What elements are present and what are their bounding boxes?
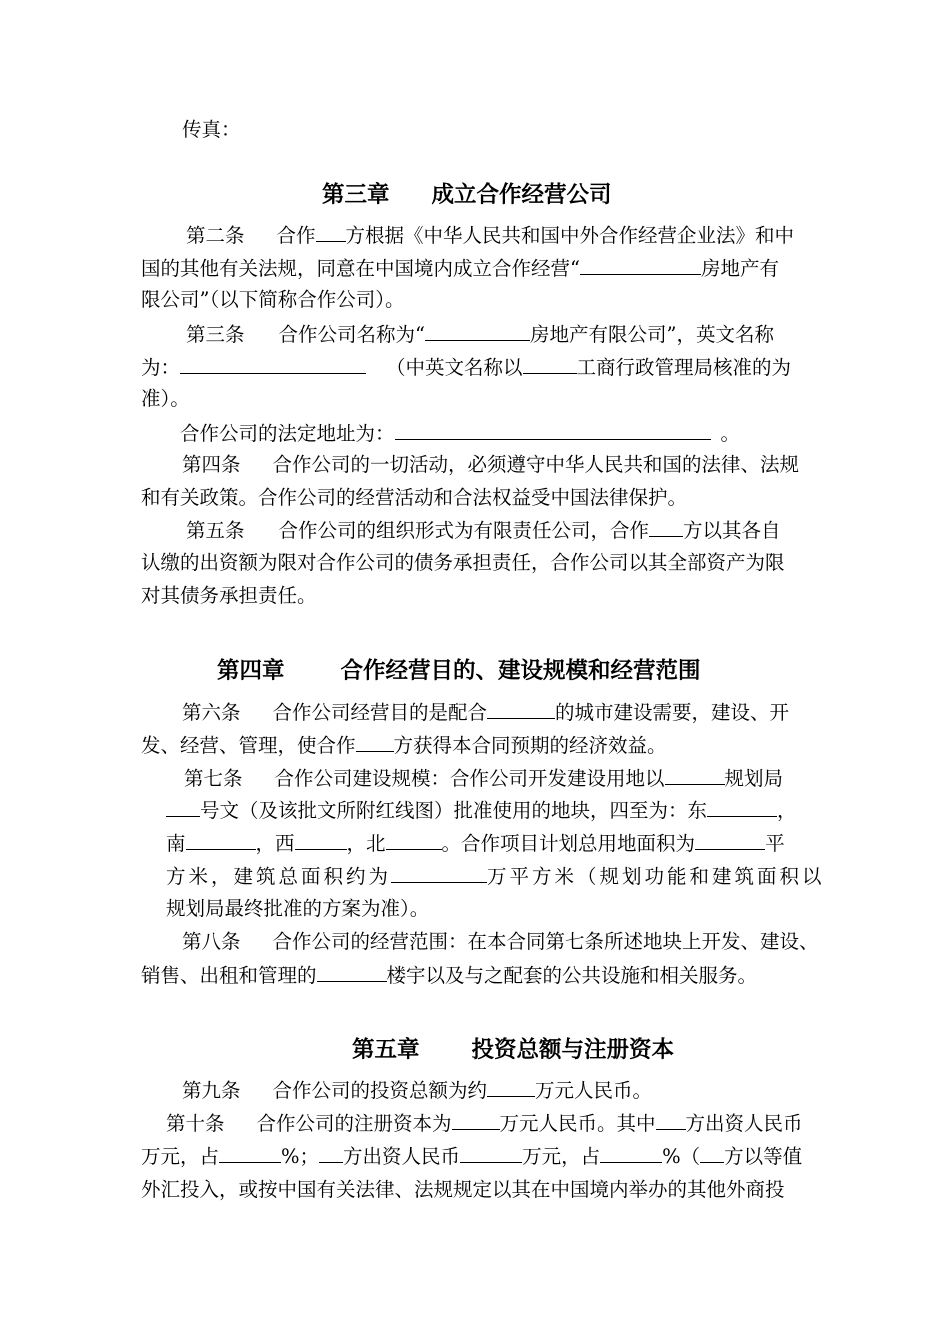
chapter-number: 第四章 [217,658,285,684]
article-8-line-2: 销售、出租和管理的 楼宇以及与之配套的公共设施和相关服务。 [141,964,758,987]
article-number: 第七条 [184,767,243,790]
blank-field[interactable] [425,322,530,341]
article-10-line-3: 外汇投入，或按中国有关法律、法规规定以其在中国境内举办的其他外商投 [141,1178,785,1201]
blank-field[interactable] [219,1144,281,1163]
article-10-line-1: 第十条 合作公司的注册资本为 万元人民币。其中 方出资人民币 [166,1112,803,1135]
blank-field[interactable] [316,223,346,242]
blank-field[interactable] [487,700,555,719]
article-5-line-2: 认缴的出资额为限对合作公司的债务承担责任，合作公司以其全部资产为限 [141,551,785,574]
blank-field[interactable] [523,355,577,374]
article-7-line-4: 方米，建筑总面积约为 万平方米（规划功能和建筑面积以 [166,865,825,888]
article-8-line-1: 第八条 合作公司的经营范围：在本合同第七条所述地块上开发、建设、 [182,930,819,953]
article-5-line-1: 第五条 合作公司的组织形式为有限责任公司，合作 方以其各自 [186,519,781,542]
article-number: 第八条 [182,930,241,953]
article-2-line-3: 限公司”（以下简称合作公司）。 [141,288,405,311]
article-number: 第三条 [186,323,245,346]
blank-field[interactable] [580,256,701,275]
fax-label: 传真： [182,118,241,141]
blank-field[interactable] [166,798,200,817]
article-2-line-2: 国的其他有关法规，同意在中国境内成立合作经营“ 房地产有 [141,257,779,280]
article-number: 第十条 [166,1112,225,1135]
article-10-line-2: 万元，占 %； 方出资人民币 万元，占 %（ 方以等值 [141,1145,803,1168]
blank-field[interactable] [386,831,442,850]
article-5-line-3: 对其债务承担责任。 [141,584,317,607]
chapter-5-heading [352,1036,674,1064]
article-2-line-1: 第二条 合作 方根据《中华人民共和国中外合作经营企业法》和中 [186,224,795,247]
article-3-line-1: 第三条 合作公司名称为“ 房地产有限公司”，英文名称 [186,323,774,346]
article-number: 第六条 [182,701,241,724]
chapter-3-heading [322,181,612,209]
blank-field[interactable] [487,1078,535,1097]
blank-field[interactable] [395,421,711,440]
blank-field[interactable] [295,831,347,850]
blank-field[interactable] [460,1144,522,1163]
chapter-4-heading [217,657,701,685]
blank-field[interactable] [319,1144,343,1163]
blank-field[interactable] [356,733,394,752]
article-number: 第五条 [186,519,245,542]
chapter-title: 投资总额与注册资本 [471,1037,675,1063]
legal-address-line: 合作公司的法定地址为： 。 [180,422,741,445]
blank-field[interactable] [656,1111,686,1130]
article-7-line-2: 号文（及该批文所附红线图）批准使用的地块，四至为：东 ， [166,798,797,823]
article-7-line-5: 规划局最终批准的方案为准）。 [166,897,430,920]
article-3-line-3: 准）。 [141,387,190,410]
article-7-line-3: 南 ，西 ，北 。合作项目计划总用地面积为 平 [166,832,785,855]
blank-field[interactable] [665,766,725,785]
blank-field[interactable] [317,963,387,982]
article-3-line-2: 为： （中英文名称以 工商行政管理局核准的为 [141,356,792,379]
article-number: 第二条 [186,224,245,247]
article-number: 第四条 [182,453,241,476]
article-7-line-1: 第七条 合作公司建设规模：合作公司开发建设用地以 规划局 [184,767,784,790]
blank-field[interactable] [707,798,777,817]
article-4-line-2: 和有关政策。合作公司的经营活动和合法权益受中国法律保护。 [141,486,688,509]
blank-field[interactable] [186,831,256,850]
blank-field[interactable] [180,355,366,374]
blank-field[interactable] [695,831,765,850]
article-9-line: 第九条 合作公司的投资总额为约 万元人民币。 [182,1079,653,1102]
blank-field[interactable] [600,1144,662,1163]
article-6-line-2: 发、经营、管理，使合作 方获得本合同预期的经济效益。 [141,734,667,757]
chapter-title: 成立合作经营公司 [431,182,612,208]
blank-field[interactable] [391,864,487,883]
article-number: 第九条 [182,1079,241,1102]
blank-field[interactable] [700,1144,724,1163]
blank-field[interactable] [649,518,683,537]
blank-field[interactable] [452,1111,500,1130]
chapter-number: 第三章 [322,182,390,208]
article-6-line-1: 第六条 合作公司经营目的是配合 的城市建设需要，建设、开 [182,701,790,724]
chapter-number: 第五章 [352,1037,420,1063]
chapter-title: 合作经营目的、建设规模和经营范围 [340,658,701,684]
article-4-line-1: 第四条 合作公司的一切活动，必须遵守中华人民共和国的法律、法规 [182,453,800,476]
